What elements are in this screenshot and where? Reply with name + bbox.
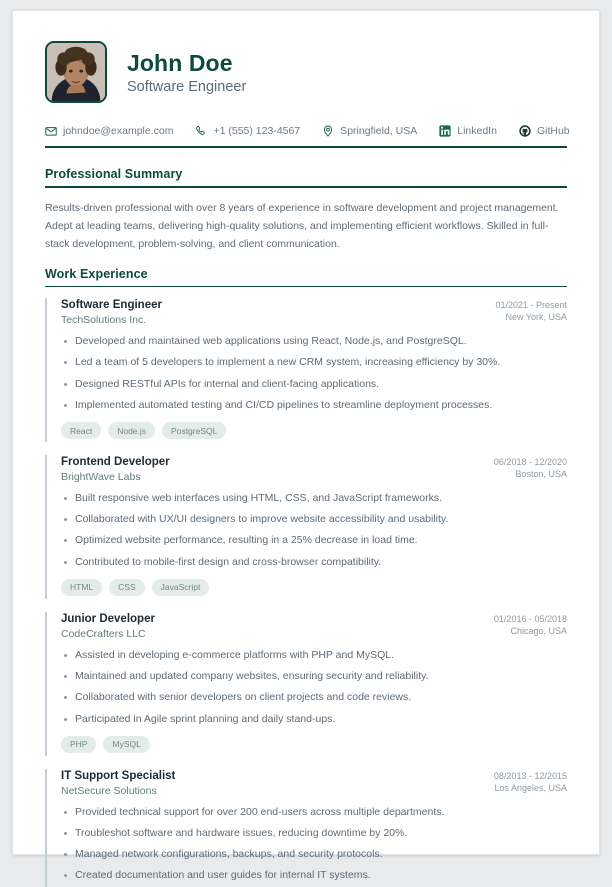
linkedin-icon bbox=[439, 125, 451, 137]
job-bullet: Implemented automated testing and CI/CD pipelines to streamline deployment processes. bbox=[61, 398, 567, 413]
job-bullet: Designed RESTful APIs for internal and client-facing applications. bbox=[61, 377, 567, 392]
job-skill-tags bbox=[61, 736, 567, 753]
skill-tag: HTML bbox=[61, 579, 102, 596]
job-skill-tags bbox=[61, 579, 567, 596]
contact-linkedin[interactable] bbox=[439, 125, 497, 137]
job-dates: 01/2016 - 05/2018 bbox=[493, 613, 567, 624]
job-bullets bbox=[61, 805, 567, 884]
job-bullet: Optimized website performance, resulting in a 25% decrease in load time. bbox=[61, 533, 567, 548]
page-title: John Doe bbox=[127, 49, 233, 76]
location-pin-icon bbox=[322, 125, 334, 137]
job-meta bbox=[495, 299, 567, 322]
avatar bbox=[45, 41, 107, 103]
job-bullet: Developed and maintained web applications using React, Node.js, and PostgreSQL. bbox=[61, 334, 567, 349]
contact-row bbox=[45, 125, 570, 146]
job-meta bbox=[494, 456, 567, 479]
job-location: Los Angeles, USA bbox=[494, 782, 567, 793]
header-subtitle: Software Engineer bbox=[127, 78, 247, 95]
header-divider bbox=[45, 146, 567, 148]
job-bullet: Provided technical support for over 200 end-users across multiple departments. bbox=[61, 805, 567, 820]
contact-location-label: Springfield, USA bbox=[340, 125, 418, 137]
job-bullet: Assisted in developing e-commerce platforms with PHP and MySQL. bbox=[61, 648, 567, 663]
resume-header bbox=[45, 41, 567, 109]
job-role: IT Support Specialist bbox=[61, 769, 176, 782]
skill-tag: CSS bbox=[109, 579, 144, 596]
profile-photo-icon bbox=[47, 43, 105, 101]
skill-tag: JavaScript bbox=[152, 579, 210, 596]
summary-text: Results-driven professional with over 8 years of experience in software development and project management. Adept at leading teams, delivering high-quality solutions, and implementing efficient workflows. Skilled in full-stack development, problem-solving, and client communication. bbox=[45, 201, 559, 250]
job-dates: 06/2018 - 12/2020 bbox=[493, 457, 567, 468]
job-company: NetSecure Solutions bbox=[61, 784, 157, 797]
job-entry bbox=[45, 769, 567, 887]
section-rule bbox=[45, 286, 567, 288]
job-skill-tags bbox=[61, 422, 567, 439]
job-dates: 01/2021 - Present bbox=[495, 300, 567, 311]
job-identity bbox=[61, 613, 155, 640]
job-dates: 08/2013 - 12/2015 bbox=[493, 770, 567, 781]
contact-location[interactable] bbox=[322, 125, 417, 137]
identity-block bbox=[127, 50, 246, 95]
job-bullet: Collaborated with senior developers on client projects and code reviews. bbox=[61, 690, 567, 705]
job-header bbox=[61, 770, 567, 797]
job-company: BrightWave Labs bbox=[61, 471, 141, 484]
job-identity bbox=[61, 770, 175, 797]
job-bullet: Collaborated with UX/UI designers to improve website accessibility and usability. bbox=[61, 512, 567, 527]
email-icon bbox=[45, 125, 57, 137]
job-entry bbox=[45, 612, 567, 756]
job-bullets bbox=[61, 491, 567, 570]
contact-phone[interactable] bbox=[195, 125, 300, 137]
job-identity bbox=[61, 456, 170, 483]
skill-tag: PHP bbox=[61, 736, 96, 753]
job-bullet: Built responsive web interfaces using HTML, CSS, and JavaScript frameworks. bbox=[61, 491, 567, 506]
job-bullet: Created documentation and user guides for internal IT systems. bbox=[61, 868, 567, 883]
skill-tag: PostgreSQL bbox=[162, 422, 226, 439]
skill-tag: Node.js bbox=[108, 422, 155, 439]
job-role: Software Engineer bbox=[61, 299, 162, 312]
job-location: Chicago, USA bbox=[510, 625, 567, 636]
job-location: New York, USA bbox=[505, 312, 567, 323]
section-heading-experience: Work Experience bbox=[45, 266, 148, 281]
contact-github-label: GitHub bbox=[536, 125, 570, 137]
section-rule bbox=[45, 186, 567, 188]
job-entry bbox=[45, 298, 567, 442]
github-icon bbox=[519, 125, 531, 137]
contact-email[interactable] bbox=[45, 125, 173, 137]
job-company: TechSolutions Inc. bbox=[61, 314, 147, 327]
job-entry bbox=[45, 455, 567, 599]
contact-email-label: johndoe@example.com bbox=[63, 125, 174, 137]
contact-linkedin-label: LinkedIn bbox=[457, 125, 497, 137]
skill-tag: React bbox=[61, 422, 101, 439]
job-header bbox=[61, 299, 567, 326]
contact-github[interactable] bbox=[519, 125, 570, 137]
job-company: CodeCrafters LLC bbox=[61, 627, 146, 640]
job-role: Junior Developer bbox=[61, 612, 155, 625]
contact-phone-label: +1 (555) 123-4567 bbox=[213, 125, 301, 137]
job-identity bbox=[61, 299, 162, 326]
job-bullet: Contributed to mobile-first design and cross-browser compatibility. bbox=[61, 555, 567, 570]
resume-page bbox=[12, 10, 600, 882]
job-role: Frontend Developer bbox=[61, 456, 170, 469]
job-bullet: Maintained and updated company websites, ensuring security and reliability. bbox=[61, 669, 567, 684]
skill-tag: MySQL bbox=[103, 736, 149, 753]
job-bullet: Led a team of 5 developers to implement a new CRM system, increasing efficiency by 30%. bbox=[61, 355, 567, 370]
phone-icon bbox=[195, 125, 207, 137]
job-bullet: Participated in Agile sprint planning and daily stand-ups. bbox=[61, 712, 567, 727]
job-location: Boston, USA bbox=[515, 469, 567, 480]
section-heading-summary: Professional Summary bbox=[45, 167, 183, 181]
job-meta bbox=[494, 770, 567, 793]
job-header bbox=[61, 456, 567, 483]
job-meta bbox=[494, 613, 567, 636]
job-bullet: Managed network configurations, backups, and security protocols. bbox=[61, 847, 567, 862]
job-bullets bbox=[61, 648, 567, 727]
job-bullet: Troubleshot software and hardware issues, reducing downtime by 20%. bbox=[61, 826, 567, 841]
job-header bbox=[61, 613, 567, 640]
section-professional-summary bbox=[45, 167, 567, 253]
job-bullets bbox=[61, 334, 567, 413]
section-work-experience bbox=[45, 267, 567, 887]
